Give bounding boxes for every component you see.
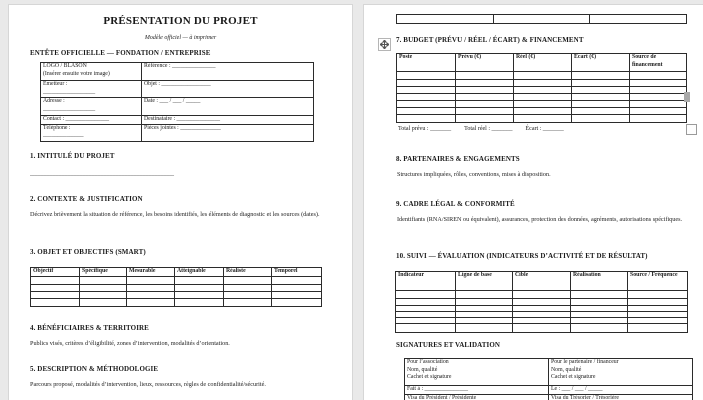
entete-cell-adresse: Adresse : __________________ <box>41 98 142 116</box>
move-cross-icon <box>380 40 389 49</box>
smart-col-atteignable: Atteignable <box>175 268 224 277</box>
indicator-col-cible: Cible <box>513 272 571 291</box>
budget-empty-cell <box>397 94 456 101</box>
entete-cell-logo: LOGO / BLASON (Insérer ensuite votre image) <box>41 63 142 81</box>
section4-body: Publics visés, critères d’éligibilité, zones d’intervention, modalités d’orientation. <box>30 340 230 347</box>
smart-table <box>30 267 322 307</box>
budget-col-prevu: Prévu (€) <box>456 54 514 72</box>
signatures-table <box>404 358 693 400</box>
table-tail-empty-cell <box>397 15 494 24</box>
section5-heading: 5. DESCRIPTION & MÉTHODOLOGIE <box>30 365 159 373</box>
section7-heading: 7. BUDGET (PRÉVU / RÉEL / ÉCART) & FINANCEMENT <box>396 36 584 44</box>
entete-heading: ENTÊTE OFFICIELLE — FONDATION / ENTREPRISE <box>30 49 211 57</box>
budget-col-reel: Réel (€) <box>514 54 572 72</box>
section6-table-tail <box>396 14 687 24</box>
smart-empty-cell <box>31 285 80 292</box>
section2-body: Décrivez brièvement la situation de référence, les besoins identifiés, les éléments de diagnostic et les sources (dates). <box>30 211 320 218</box>
section5-body: Parcours proposé, modalités d’intervention, lieux, ressources, règles de confidentialité/sécurité. <box>30 381 266 388</box>
entete-cell-reference: Référence : _______________ <box>142 63 314 81</box>
indicator-col-realisation: Réalisation <box>571 272 628 291</box>
section8-heading: 8. PARTENAIRES & ENGAGEMENTS <box>396 155 520 163</box>
budget-empty-cell <box>397 72 456 80</box>
section9-body: Identifiants (RNA/SIREN ou équivalent), assurances, protection des données, agréments, autorisations spécifiques. <box>397 216 683 223</box>
smart-col-objectif: Objectif <box>31 268 80 277</box>
budget-empty-cell <box>397 115 456 123</box>
section10-heading: 10. SUIVI — ÉVALUATION (INDICATEURS D’ACTIVITÉ ET DE RÉSULTAT) <box>396 252 648 260</box>
sig-cell-le-date: Le : ___ / ___ / _____ <box>549 386 693 395</box>
budget-empty-cell <box>397 108 456 115</box>
indicator-col-indicateur: Indicateur <box>396 272 456 291</box>
document-page-1[interactable] <box>8 4 353 400</box>
total-prevu: Total prévu : _______ <box>398 126 452 132</box>
sig-cell-partenaire: Pour le partenaire / financeur Nom, qualité Cachet et signature <box>549 359 693 386</box>
total-ecart: Écart : _______ <box>525 126 564 132</box>
section1-blank-line: ________________________________________________ <box>30 171 174 177</box>
signatures-heading: SIGNATURES ET VALIDATION <box>396 341 501 349</box>
document-title: PRÉSENTATION DU PROJET <box>103 15 258 27</box>
table-move-handle[interactable] <box>378 38 391 51</box>
smart-col-specifique: Spécifique <box>80 268 127 277</box>
indicator-empty-cell <box>396 291 456 299</box>
document-subtitle: Modèle officiel — à imprimer <box>144 35 217 41</box>
entete-table <box>40 62 314 142</box>
budget-col-ecart: Écart (€) <box>572 54 630 72</box>
smart-empty-cell <box>31 299 80 307</box>
budget-col-poste: Poste <box>397 54 456 72</box>
indicator-col-source-frequence: Source / Fréquence <box>628 272 688 291</box>
entete-cell-emetteur: Émetteur : __________________ <box>41 81 142 98</box>
budget-empty-cell <box>397 80 456 87</box>
entete-cell-destinataire: Destinataire : _______________ <box>142 116 314 125</box>
sig-cell-association: Pour l’association Nom, qualité Cachet et signature <box>405 359 549 386</box>
budget-empty-cell <box>397 87 456 94</box>
entete-cell-telephone: Téléphone : ______________ <box>41 124 142 141</box>
budget-col-source: Source de financement <box>630 54 687 72</box>
entete-cell-objet: Objet : _________________ <box>142 81 314 98</box>
section4-heading: 4. BÉNÉFICIAIRES & TERRITOIRE <box>30 324 149 332</box>
indicator-col-ligne-de-base: Ligne de base <box>456 272 513 291</box>
total-reel: Total réel : _______ <box>464 126 513 132</box>
smart-col-temporel: Temporel <box>272 268 322 277</box>
entete-cell-pieces-jointes: Pièces jointes : ______________ <box>142 124 314 141</box>
section3-heading: 3. OBJET ET OBJECTIFS (SMART) <box>30 248 146 256</box>
sig-cell-visa-president: Visa du Président / Présidente <box>405 394 549 400</box>
indicator-empty-cell <box>396 299 456 306</box>
entete-cell-contact: Contact : _______________ <box>41 116 142 125</box>
indicator-empty-cell <box>396 324 456 333</box>
table-resize-handle[interactable] <box>686 124 697 135</box>
smart-empty-cell <box>31 277 80 285</box>
smart-empty-cell <box>31 292 80 299</box>
smart-col-realiste: Réaliste <box>224 268 272 277</box>
budget-empty-cell <box>397 101 456 108</box>
indicator-table <box>395 271 688 333</box>
section9-heading: 9. CADRE LÉGAL & CONFORMITÉ <box>396 200 515 208</box>
section8-body: Structures impliquées, rôles, conventions, mises à disposition. <box>397 171 551 178</box>
sig-cell-visa-tresorier: Visa du Trésorier / Trésorière <box>549 394 693 400</box>
document-page-2[interactable] <box>363 4 703 400</box>
table-border-drag-handle[interactable] <box>684 92 690 102</box>
budget-totals-line <box>398 126 577 132</box>
section2-heading: 2. CONTEXTE & JUSTIFICATION <box>30 195 143 203</box>
smart-col-mesurable: Mesurable <box>127 268 175 277</box>
sig-cell-fait-a: Fait à : _______________ <box>405 386 549 395</box>
entete-cell-date: Date : ___ / ___ / _____ <box>142 98 314 116</box>
budget-table <box>396 53 687 123</box>
section1-heading: 1. INTITULÉ DU PROJET <box>30 152 115 160</box>
